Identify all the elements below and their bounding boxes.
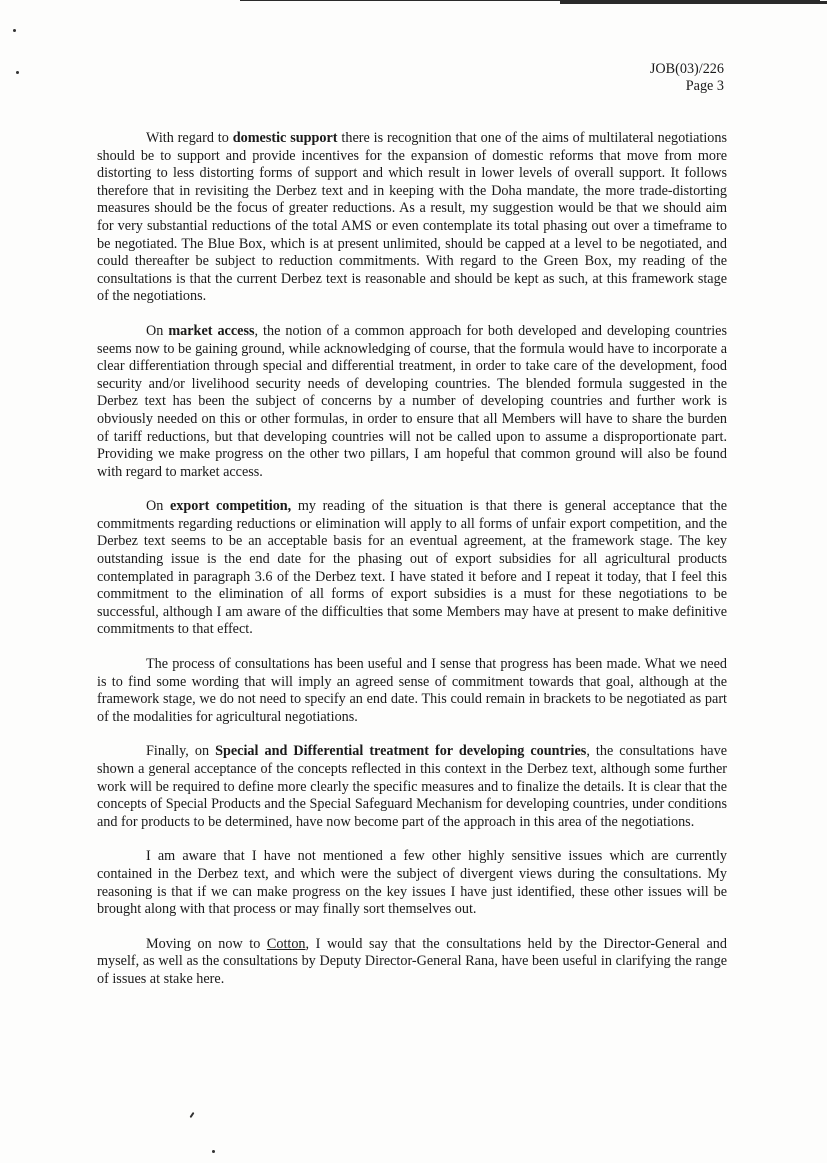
page-header — [650, 61, 724, 95]
document-body — [97, 130, 727, 1006]
emphasis: market access — [168, 322, 255, 339]
underlined-term: Cotton — [266, 935, 306, 952]
paragraph-domestic-support: With regard to domestic support there is recognition that one of the aims of multilateral negotiations should be to support and provide incentives for the expansion of domestic reforms that move from more distorting to less distorting forms of support and which result in lower levels of overall support. It follows therefore that in revisiting the Derbez text and in keeping with the Doha mandate, the more trade-distorting measures should be the focus of greater reductions. As a result, my suggestion would be that we should aim for very substantial reductions of the total AMS or even contemplate its total phasing out over a timeframe to be negotiated. The Blue Box, which is at present unlimited, should be capped at a level to be negotiated, and could thereafter be subject to reduction commitments. With regard to the Green Box, my reading of the consultations is that the current Derbez text is reasonable and should be kept as such, at this framework stage of the negotiations. — [97, 130, 727, 305]
paragraph-other-issues: I am aware that I have not mentioned a few other highly sensitive issues which are currently contained in the Derbez text, and which were the subject of divergent views during the consultations. My reasoning is that if we can make progress on the key issues I have just identified, these other issues will be brought along with that process or may finally sort themselves out. — [97, 848, 727, 918]
document-code: JOB(03)/226 — [649, 61, 724, 77]
paragraph-export-competition: On export competition, my reading of the situation is that there is general acceptance that the commitments regarding reductions or elimination will apply to all forms of unfair export competition, and the Derbez text seems to be an acceptable basis for an eventual agreement, at the framework stage. The key outstanding issue is the end date for the phasing out of export subsidies for all agricultural products contemplated in paragraph 3.6 of the Derbez text. I have stated it before and I repeat it today, that I feel this commitment to the elimination of all forms of export subsidies is a must for these negotiations to be successful, although I am aware of the difficulties that some Members may have at present to make definitive commitments to that effect. — [97, 498, 727, 638]
emphasis: domestic support — [232, 130, 338, 146]
scan-artifact-dot — [13, 29, 16, 32]
paragraph-market-access: On market access, the notion of a common approach for both developed and developing countries seems now to be gaining ground, while acknowledging of course, that the formula would have to incorporate a clear differentiation through special and differential treatment, in order to take care of the development, food security and/or livelihood security needs of developing countries. The blended formula suggested in the Derbez text has been the subject of concerns by a number of developing countries and further work is obviously needed on this or other formulas, in order to ensure that all Members will have to share the burden of tariff reductions, but that developing countries will not be called upon to assume a disproportionate part. Providing we make progress on the other two pillars, I am hopeful that common ground will also be found with regard to market access. — [97, 322, 727, 480]
paragraph-cotton: Moving on now to Cotton, I would say that the consultations held by the Director-General and myself, as well as the consultations by Deputy Director-General Rana, have been useful in clarifying the range of issues at stake here. — [97, 935, 727, 987]
scan-artifact-dot — [212, 1150, 215, 1153]
scan-artifact-mark — [189, 1112, 194, 1118]
emphasis: export competition, — [169, 498, 292, 515]
paragraph-special-differential: Finally, on Special and Differential treatment for developing countries, the consultations have shown a general acceptance of the concepts reflected in this context in the Derbez text, although some further work will be required to define more clearly the specific measures and to finalize the details. It is clear that the concepts of Special Products and the Special Safeguard Mechanism for developing countries, under conditions and for products to be determined, have now become part of the approach in this area of the negotiations. — [97, 743, 727, 830]
page-number: Page 3 — [685, 78, 724, 94]
paragraph-consultations: The process of consultations has been useful and I sense that progress has been made. What we need is to find some wording that will imply an agreed sense of commitment towards that goal, although at the framework stage, we do not need to specify an end date. This could remain in brackets to be negotiated as part of the modalities for agricultural negotiations. — [97, 656, 727, 725]
scan-artifact-dot — [16, 71, 19, 74]
emphasis: Special and Differential treatment for developing countries — [215, 743, 587, 760]
scan-artifact-line — [560, 1, 827, 4]
